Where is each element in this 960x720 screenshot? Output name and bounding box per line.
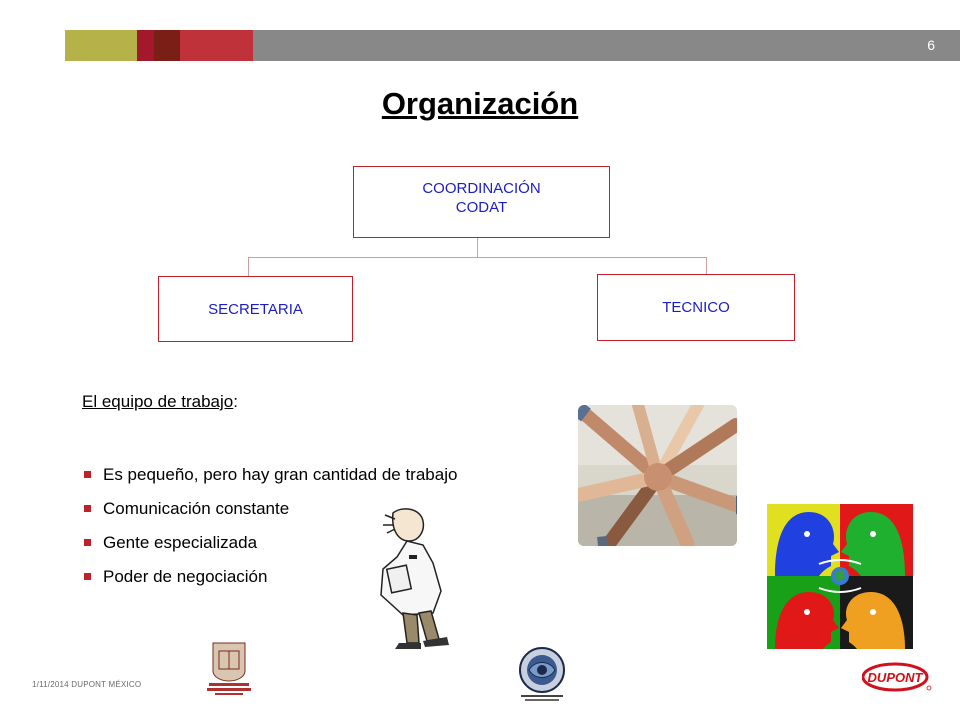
list-item: Es pequeño, pero hay gran cantidad de trabajo [82, 464, 457, 498]
org-box-secretaria [158, 276, 353, 342]
footer-text [32, 680, 141, 689]
org-box-coordination-line1: COORDINACIÓN [422, 180, 541, 197]
header-bar [65, 30, 960, 61]
team-heading-text: El equipo de trabajo [82, 392, 234, 411]
institution-seal-logo [515, 646, 569, 702]
ibero-logo [203, 641, 255, 697]
team-heading-colon: : [233, 392, 238, 411]
scientist-cartoon [363, 505, 488, 653]
teamwork-hands-photo [578, 405, 737, 546]
dupont-logo-text: DUPONT [867, 670, 923, 685]
slide-number: 6 [927, 37, 935, 53]
org-connector-vertical-top [477, 238, 478, 257]
org-box-coordination-line2: CODAT [455, 199, 508, 216]
footer-date: 1/11/2014 [32, 680, 69, 689]
header-bar-darkred-segment [137, 30, 154, 61]
team-heading [82, 392, 238, 412]
org-connector-right-drop [706, 257, 707, 274]
header-bar-brown-segment [154, 30, 180, 61]
org-connector-horizontal [248, 257, 707, 258]
header-bar-red-segment [180, 30, 253, 61]
list-item: Gente especializada [82, 532, 457, 566]
org-box-secretaria-label: SECRETARIA [208, 300, 303, 318]
list-item: Comunicación constante [82, 498, 457, 532]
org-box-tecnico [597, 274, 795, 341]
org-box-coordination [353, 166, 610, 238]
list-item: Poder de negociación [82, 566, 457, 600]
dupont-logo [862, 662, 932, 692]
header-bar-olive-segment [65, 30, 137, 61]
communication-heads-graphic [767, 504, 913, 649]
org-box-tecnico-label: TECNICO [662, 299, 730, 316]
org-connector-left-drop [248, 257, 249, 276]
footer-company: DUPONT MÉXICO [71, 680, 142, 689]
page-title: Organización [381, 86, 579, 121]
